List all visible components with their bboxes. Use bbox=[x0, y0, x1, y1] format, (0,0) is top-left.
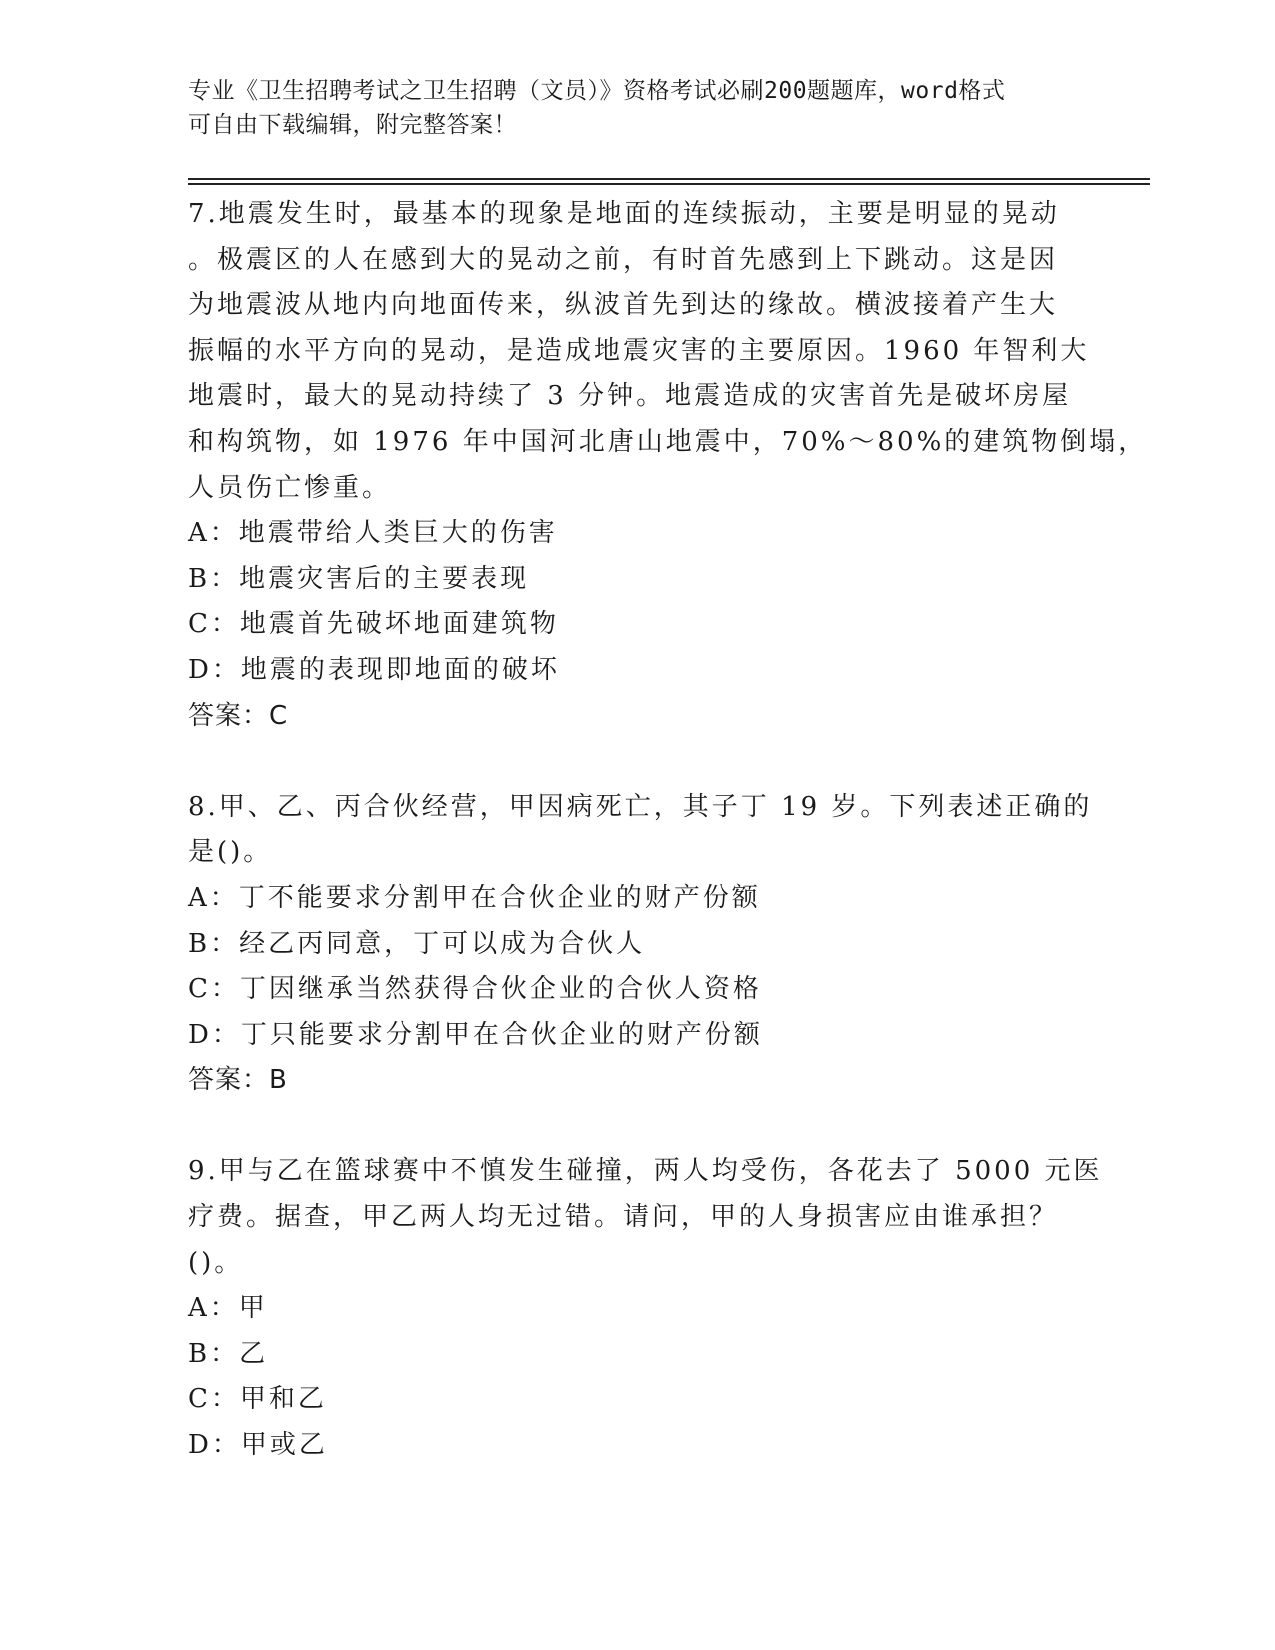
header-rule-top bbox=[188, 178, 1150, 180]
question-9-option-d: D：甲或乙 bbox=[188, 1430, 328, 1461]
question-9-line-3: ()。 bbox=[188, 1247, 244, 1278]
question-7-line-7: 人员伤亡惨重。 bbox=[188, 472, 392, 503]
header-line-1: 专业《卫生招聘考试之卫生招聘（文员）》资格考试必刷200题题库，word格式 bbox=[188, 78, 1006, 104]
question-8-line-2: 是()。 bbox=[188, 837, 273, 868]
question-7-line-2: 。极震区的人在感到大的晃动之前，有时首先感到上下跳动。这是因 bbox=[188, 244, 1059, 275]
question-9-line-2: 疗费。据查，甲乙两人均无过错。请问，甲的人身损害应由谁承担？ bbox=[188, 1202, 1059, 1233]
header-rule-bottom bbox=[188, 183, 1150, 185]
question-7 bbox=[188, 192, 1148, 785]
question-7-option-d: D：地震的表现即地面的破坏 bbox=[188, 654, 560, 685]
question-7-line-1: 7.地震发生时，最基本的现象是地面的连续振动，主要是明显的晃动 bbox=[188, 199, 1060, 229]
document-header bbox=[188, 74, 1068, 142]
question-9-option-c: C：甲和乙 bbox=[188, 1384, 327, 1415]
question-9-option-a: A：甲 bbox=[188, 1293, 268, 1324]
question-8-answer: 答案：B bbox=[188, 1065, 288, 1096]
question-8-option-d: D：丁只能要求分割甲在合伙企业的财产份额 bbox=[188, 1019, 763, 1050]
question-7-option-b: B：地震灾害后的主要表现 bbox=[188, 563, 530, 594]
spacer bbox=[188, 739, 1088, 785]
question-8-line-1: 8.甲、乙、丙合伙经营，甲因病死亡，其子丁 19 岁。下列表述正确的 bbox=[188, 791, 1093, 822]
question-9 bbox=[188, 1149, 1103, 1468]
question-7-line-6: 和构筑物，如 1976 年中国河北唐山地震中，70%～80%的建筑物倒塌， bbox=[188, 426, 1148, 457]
question-7-option-a: A：地震带给人类巨大的伤害 bbox=[188, 518, 558, 549]
header-line-2: 可自由下载编辑，附完整答案！ bbox=[188, 112, 517, 138]
question-7-line-5: 地震时，最大的晃动持续了 3 分钟。地震造成的灾害首先是破坏房屋 bbox=[188, 381, 1072, 412]
question-8-option-a: A：丁不能要求分割甲在合伙企业的财产份额 bbox=[188, 882, 761, 913]
question-8 bbox=[188, 785, 1093, 1150]
question-8-option-b: B：经乙丙同意，丁可以成为合伙人 bbox=[188, 928, 646, 959]
question-8-option-c: C：丁因继承当然获得合伙企业的合伙人资格 bbox=[188, 974, 762, 1005]
question-7-option-c: C：地震首先破坏地面建筑物 bbox=[188, 609, 559, 640]
question-9-line-1: 9.甲与乙在篮球赛中不慎发生碰撞，两人均受伤，各花去了 5000 元医 bbox=[188, 1156, 1103, 1187]
question-list bbox=[188, 192, 1148, 1469]
question-7-answer: 答案：C bbox=[188, 700, 289, 731]
spacer bbox=[188, 1104, 1088, 1150]
question-7-line-3: 为地震波从地内向地面传来，纵波首先到达的缘故。横波接着产生大 bbox=[188, 290, 1059, 321]
question-7-line-4: 振幅的水平方向的晃动，是造成地震灾害的主要原因。1960 年智利大 bbox=[188, 335, 1090, 366]
question-9-option-b: B：乙 bbox=[188, 1338, 269, 1369]
